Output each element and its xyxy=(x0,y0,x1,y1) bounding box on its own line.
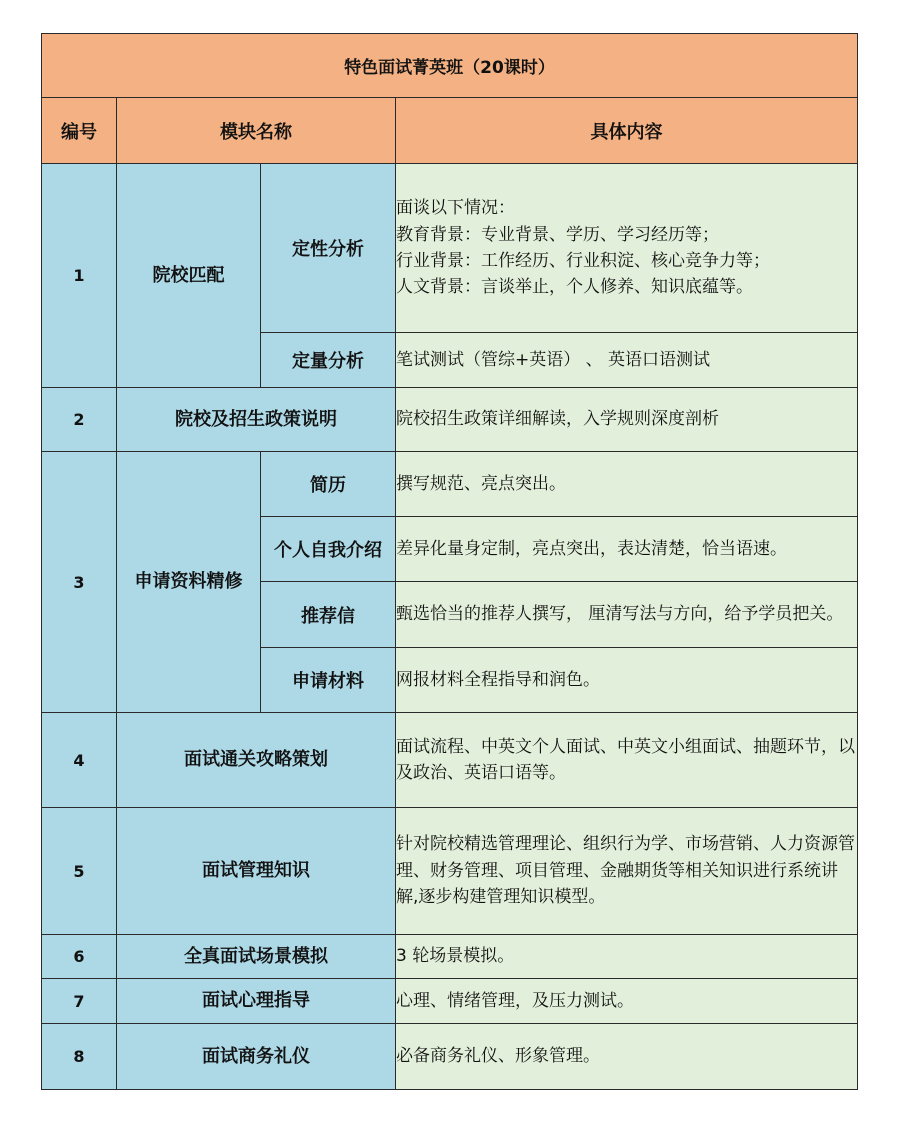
module-content: 面试流程、中英文个人面试、中英文小组面试、抽题环节，以及政治、英语口语等。 xyxy=(396,713,858,808)
row-number: 3 xyxy=(42,452,117,713)
content-line: 甄选恰当的推荐人撰写， 厘清写法与方向，给予学员把关。 xyxy=(396,604,844,625)
submodule-name: 申请材料 xyxy=(261,648,396,713)
module-content xyxy=(396,333,858,388)
module-content: 心理、情绪管理，及压力测试。 xyxy=(396,979,858,1024)
module-content xyxy=(396,648,858,713)
table-row xyxy=(42,388,858,452)
course-table xyxy=(41,33,858,1090)
row-number: 5 xyxy=(42,808,117,935)
module-name: 面试管理知识 xyxy=(117,808,396,935)
submodule-name: 定量分析 xyxy=(261,333,396,388)
table-row xyxy=(42,979,858,1024)
header-content: 具体内容 xyxy=(396,98,858,164)
header-number: 编号 xyxy=(42,98,117,164)
content-line: 网报材料全程指导和润色。 xyxy=(396,669,600,690)
content-line: 行业背景：工作经历、行业积淀、核心竞争力等； xyxy=(396,251,770,271)
table-row xyxy=(42,808,858,935)
table-row xyxy=(42,713,858,808)
content-line: 撰写规范、亮点突出。 xyxy=(396,473,566,494)
module-content xyxy=(396,517,858,582)
module-content: 3 轮场景模拟。 xyxy=(396,935,858,979)
row-number: 2 xyxy=(42,388,117,452)
module-name: 面试心理指导 xyxy=(117,979,396,1024)
header-module: 模块名称 xyxy=(117,98,396,164)
submodule-name: 简历 xyxy=(261,452,396,517)
content-line: 教育背景：专业背景、学历、学习经历等； xyxy=(396,224,719,245)
module-content: 院校招生政策详细解读，入学规则深度剖析 xyxy=(396,388,858,452)
submodule-name: 推荐信 xyxy=(261,582,396,648)
row-number: 7 xyxy=(42,979,117,1024)
content-line: 面谈以下情况： xyxy=(396,198,515,219)
module-content: 必备商务礼仪、形象管理。 xyxy=(396,1024,858,1090)
table-row xyxy=(42,935,858,979)
submodule-name: 个人自我介绍 xyxy=(261,517,396,582)
table-row xyxy=(42,164,858,333)
table-title: 特色面试菁英班（20课时） xyxy=(42,34,858,98)
row-number: 6 xyxy=(42,935,117,979)
module-name: 面试通关攻略策划 xyxy=(117,713,396,808)
module-name: 面试商务礼仪 xyxy=(117,1024,396,1090)
module-content: 针对院校精选管理理论、组织行为学、市场营销、人力资源管理、财务管理、项目管理、金融期货等相关知识进行系统讲解,逐步构建管理知识模型。 xyxy=(396,808,858,935)
content-line: 笔试测试（管综+英语） 、 英语口语测试 xyxy=(396,349,711,370)
table-row xyxy=(42,452,858,517)
module-content xyxy=(396,582,858,648)
row-number: 8 xyxy=(42,1024,117,1090)
module-content xyxy=(396,164,858,333)
module-name: 院校及招生政策说明 xyxy=(117,388,396,452)
content-line: 人文背景：言谈举止，个人修养、知识底蕴等。 xyxy=(396,277,753,298)
row-number: 4 xyxy=(42,713,117,808)
submodule-name: 定性分析 xyxy=(261,164,396,333)
title-row xyxy=(42,34,858,98)
row-number: 1 xyxy=(42,164,117,388)
module-name: 申请资料精修 xyxy=(117,452,261,713)
module-name: 院校匹配 xyxy=(117,164,261,388)
table-row xyxy=(42,1024,858,1090)
module-content xyxy=(396,452,858,517)
module-name: 全真面试场景模拟 xyxy=(117,935,396,979)
content-line: 差异化量身定制，亮点突出，表达清楚，恰当语速。 xyxy=(396,538,787,559)
header-row xyxy=(42,98,858,164)
